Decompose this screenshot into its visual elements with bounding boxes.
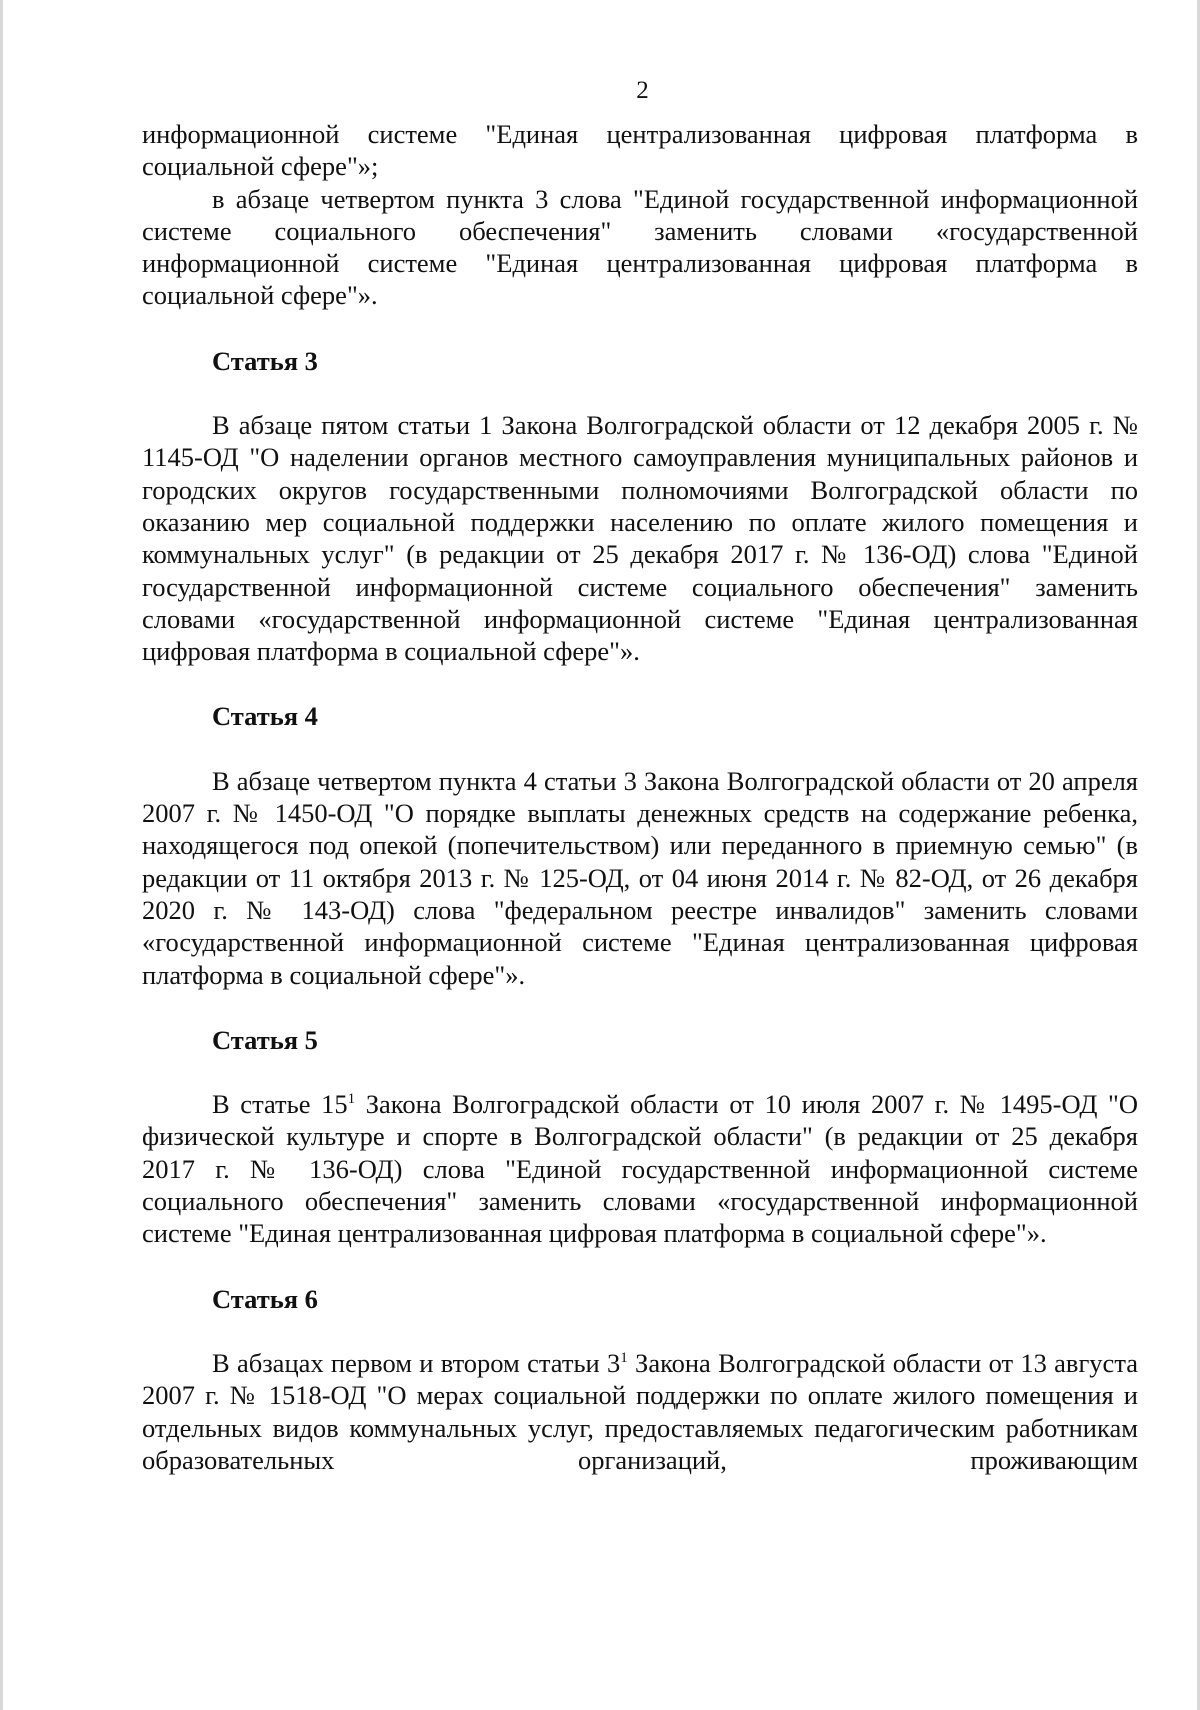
spacer	[142, 1056, 1138, 1088]
article-6-text-start: В абзацах первом и втором статьи 3	[212, 1347, 621, 1378]
page-number: 2	[636, 77, 649, 104]
spacer	[142, 991, 1138, 1024]
article-5-heading: Статья 5	[212, 1024, 318, 1055]
scan-edge-left	[0, 0, 3, 1710]
article-5-text-end: Закона Волгоградской области от 10 июля 2007 г. № 1495-ОД "О физической культуре и спорте в Волгоградской области" (в редакции от 25 декабря 2017 г. № 136-ОД) слова "Единой государственной информационной системе социального обеспечения" заменить словами «государственной информационной системе "Единая централизованная цифровая платформа в социальной сфере"».	[142, 1089, 1138, 1249]
article-4-paragraph: В абзаце четвертом пункта 4 статьи 3 Закона Волгоградской области от 20 апреля 2007 г. № 1450-ОД "О порядке выплаты денежных средств на содержание ребенка, находящегося под опекой (попечительством) или переданного в приемную семью" (в редакции от 11 октября 2013 г. № 125-ОД, от 04 июня 2014 г. № 82-ОД, от 26 декабря 2020 г. № 143-ОД) слова "федеральном реестре инвалидов" заменить словами «государственной информационной системе "Единая централизованная цифровая платформа в социальной сфере"».	[142, 765, 1138, 990]
spacer	[142, 733, 1138, 765]
spacer	[142, 667, 1138, 700]
paragraph-amendment-clause-3: в абзаце четвертом пункта 3 слова "Единой государственной информационной системе социального обеспечения" заменить словами «государственной информационной системе "Единая централизованная цифровая платформа в социальной сфере"».	[142, 183, 1138, 311]
article-6-text-end: Закона Волгоградской области от 13 августа 2007 г. № 1518-ОД "О мерах социальной поддержки по оплате жилого помещения и отдельных видов коммунальных услуг, предоставляемых педагогическим работникам образовательных организаций, проживающим	[142, 1347, 1138, 1475]
article-3-paragraph: В абзаце пятом статьи 1 Закона Волгоградской области от 12 декабря 2005 г. № 1145-ОД "О наделении органов местного самоуправления муниципальных районов и городских округов государственными полномочиями Волгоградской области по оказанию мер социальной поддержки населению по оплате жилого помещения и коммунальных услуг" (в редакции от 25 декабря 2017 г. № 136-ОД) слова "Единой государственной информационной системе социального обеспечения" заменить словами «государственной информационной системе "Единая централизованная цифровая платформа в социальной сфере"».	[142, 410, 1138, 667]
article-3-heading: Статья 3	[212, 345, 318, 376]
spacer	[142, 312, 1138, 345]
article-5-paragraph	[142, 1088, 1138, 1249]
article-4-heading: Статья 4	[212, 701, 318, 732]
paragraph-continuation: информационной системе "Единая централизованная цифровая платформа в социальной сфере"»;	[142, 119, 1138, 182]
article-5-superscript: 1	[347, 1091, 356, 1108]
article-6-paragraph	[142, 1347, 1138, 1476]
article-5-text-start: В статье 15	[212, 1089, 348, 1120]
document-body	[142, 118, 1138, 1476]
article-6-heading: Статья 6	[212, 1283, 318, 1314]
spacer	[142, 377, 1138, 409]
article-6-superscript: 1	[620, 1350, 628, 1367]
spacer	[142, 1315, 1138, 1347]
spacer	[142, 1250, 1138, 1283]
